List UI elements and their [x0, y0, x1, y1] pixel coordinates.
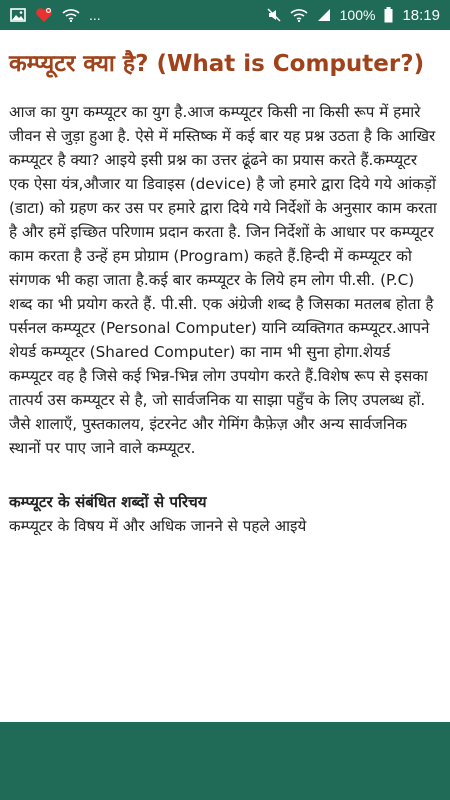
gallery-icon [10, 8, 26, 22]
article-title: कम्प्यूटर क्या है? (What is Computer?) [9, 51, 425, 77]
status-bar-right [267, 7, 440, 24]
mute-icon [267, 8, 281, 22]
wifi-icon [62, 8, 80, 22]
wifi-icon [290, 8, 308, 22]
more-notifications-indicator: ... [89, 7, 101, 23]
article-content[interactable] [0, 30, 450, 722]
section-heading: कम्प्यूटर के संबंधित शब्दों से परिचय [9, 493, 207, 511]
status-time: 18:19 [402, 6, 440, 24]
status-bar [0, 0, 450, 30]
battery-percent: 100% [339, 7, 376, 23]
signal-icon [317, 8, 331, 22]
battery-icon [384, 7, 393, 23]
heart-app-icon [35, 7, 53, 23]
bottom-bar [0, 722, 450, 800]
section-paragraph: कम्प्यूटर के विषय में और अधिक जानने से पहले आइये [9, 517, 307, 535]
article-paragraph: आज का युग कम्प्यूटर का युग है.आज कम्प्यूटर किसी ना किसी रूप में हमारे जीवन से जुड़ा हुआ है. ऐसे में मस्तिष्क में कई बार यह प्रश्न उठता है कि आखिर कम्प्यूटर है क्या? आइये इसी प्रश्न का उत्तर ढूंढने का प्रयास करते हैं.कम्प्यूटर एक ऐसा यंत्र,औजार या डिवाइस (device) है जो हमारे द्वारा दिये गये आंकड़ों (डाटा) को ग्रहण कर उस पर हमारे द्वारा दिये गये निर्देशों के अनुसार काम करता है और हमें इच्छित परिणाम प्रदान करता है. जिन निर्देशों के आधार पर कम्प्यूटर काम करता है उन्हें हम प्रोग्राम (Program) कहते हैं.हिन्दी में कम्प्यूटर को संगणक भी कहा जाता है.कई बार कम्प्यूटर के लिये हम लोग पी.सी. (P.C) शब्द का भी प्रयोग करते हैं. पी.सी. एक अंग्रेजी शब्द है जिसका मतलब होता है पर्सनल कम्प्यूटर (Personal Computer) यानि व्यक्तिगत कम्प्यूटर.आपने शेयर्ड कम्प्यूटर (Shared Computer) का नाम भी सुना होगा.शेयर्ड कम्प्यूटर वह है जिसे कई भिन्न-भिन्न लोग उपयोग करते हैं.विशेष रूप से इसका तात्पर्य उस कम्प्यूटर से है, जो सार्वजनिक या साझा पहुँच के लिए उपलब्ध हों. जैसे शालाएँ, पुस्तकालय, इंटरनेट और गेमिंग कैफ़ेज़ और अन्य सार्वजनिक स्थानों पर पाए जाने वाले कम्प्यूटर. [9, 103, 437, 457]
status-bar-left [10, 7, 101, 23]
